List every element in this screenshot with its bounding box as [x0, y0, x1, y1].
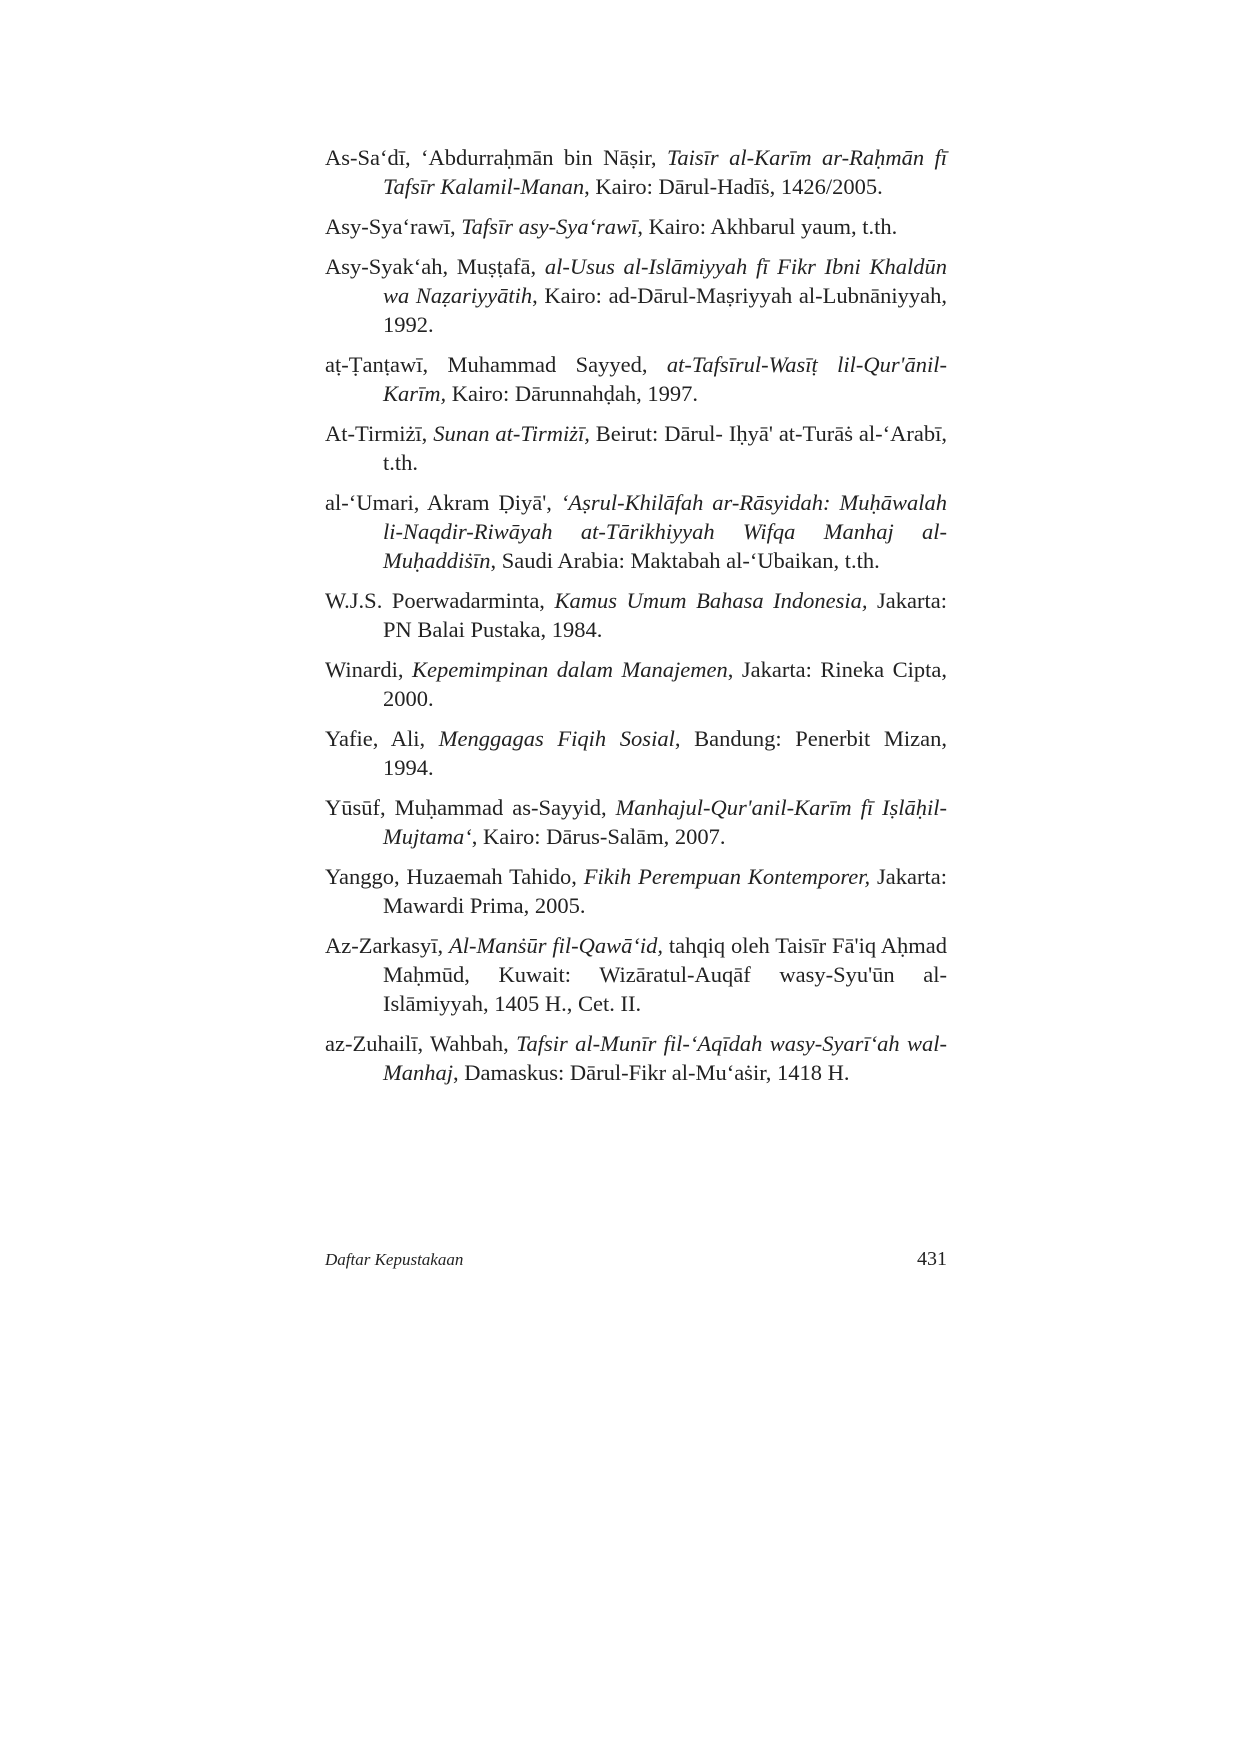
entry-author: Asy-Sya‘rawī,: [325, 214, 462, 239]
entry-publication: , Kairo: ad-Dārul-Maṣriyyah al-Lubnāniyyah, 1992.: [383, 283, 947, 337]
bibliography-entry: [325, 419, 947, 477]
entry-publication: , Bandung: Penerbit Mizan, 1994.: [383, 726, 947, 780]
entry-title: Tafsīr asy-Sya‘rawī: [461, 214, 638, 239]
entry-author: At-Tirmiżī,: [325, 421, 434, 446]
entry-publication: , Saudi Arabia: Maktabah al-‘Ubaikan, t.th.: [490, 548, 880, 573]
entry-publication: Jakarta: Mawardi Prima, 2005.: [383, 864, 947, 918]
entry-title: Kepemimpinan dalam Manajemen: [411, 657, 728, 682]
bibliography-entry: [325, 143, 947, 201]
entry-title: Sunan at-Tirmiżī,: [433, 421, 590, 446]
entry-title: al-Usus al-Islāmiyyah fī Fikr Ibni Khaldūn wa Naẓariyyātih: [383, 254, 947, 308]
entry-author: al-‘Umari, Akram Ḍiyā',: [325, 490, 561, 515]
entry-title: Al-Manṡūr fil-Qawā‘id,: [448, 933, 663, 958]
entry-title: Tafsir al-Munīr fil-‘Aqīdah wasy-Syarī‘ah wal-Manhaj: [383, 1031, 947, 1085]
entry-author: Az-Zarkasyī,: [325, 933, 449, 958]
entry-title: Menggagas Fiqih Sosial: [438, 726, 675, 751]
entry-author: Yafie, Ali,: [325, 726, 439, 751]
page-number: 431: [917, 1248, 947, 1270]
bibliography-entry: [325, 252, 947, 339]
bibliography-entry: [325, 488, 947, 575]
entry-author: Yanggo, Huzaemah Tahido,: [325, 864, 584, 889]
entry-publication: Beirut: Dārul- Iḥyā' at-Turāṡ al-‘Arabī, t.th.: [383, 421, 948, 475]
entry-publication: , Kairo: Akhbarul yaum, t.th.: [637, 214, 898, 239]
entry-publication: Kairo: Dārunnahḍah, 1997.: [446, 381, 698, 406]
entry-publication: , Kairo: Dārul-Hadīṡ, 1426/2005.: [584, 174, 883, 199]
entry-author: As-Sa‘dī, ‘Abdurraḥmān bin Nāṣir,: [325, 145, 667, 170]
bibliography-entry: [325, 212, 947, 241]
bibliography-entry: [325, 862, 947, 920]
bibliography-entry: [325, 931, 947, 1018]
running-footer-title: Daftar Kepustakaan: [325, 1250, 464, 1269]
entry-title: ‘Aṣrul-Khilāfah ar-Rāsyidah: Muḥāwalah li-Naqdir-Riwāyah at-Tārikhiyyah Wifqa Manhaj al-Muḥaddiṡīn: [383, 490, 947, 573]
bibliography-entry: [325, 350, 947, 408]
entry-author: aṭ-Ṭanṭawī, Muhammad Sayyed,: [325, 352, 667, 377]
page-footer: [325, 1248, 947, 1271]
entry-author: Winardi,: [325, 657, 412, 682]
entry-title: Kamus Umum Bahasa Indonesia,: [554, 588, 868, 613]
entry-author: Yūsūf, Muḥammad as-Sayyid,: [325, 795, 616, 820]
entry-title: at-Tafsīrul-Wasīṭ lil-Qur'ānil-Karīm,: [383, 352, 947, 406]
entry-publication: , Damaskus: Dārul-Fikr al-Mu‘aṡir, 1418 H.: [453, 1060, 850, 1085]
entry-title: Taisīr al-Karīm ar-Raḥmān fī Tafsīr Kalamil-Manan: [383, 145, 947, 199]
entry-publication: , Kairo: Dārus-Salām, 2007.: [471, 824, 726, 849]
bibliography-entry: [325, 655, 947, 713]
bibliography-entry: [325, 1029, 947, 1087]
entry-author: W.J.S. Poerwadarminta,: [325, 588, 555, 613]
entry-author: Asy-Syak‘ah, Muṣṭafā,: [325, 254, 545, 279]
bibliography-list: [325, 143, 947, 1098]
entry-publication: Jakarta: PN Balai Pustaka, 1984.: [383, 588, 948, 642]
entry-publication: tahqiq oleh Taisīr Fā'iq Aḥmad Maḥmūd, Kuwait: Wizāratul-Auqāf wasy-Syu'ūn al-Islāmiyyah, 1405 H., Cet. II.: [383, 933, 947, 1016]
bibliography-entry: [325, 724, 947, 782]
bibliography-entry: [325, 793, 947, 851]
entry-title: Manhajul-Qur'anil-Karīm fī Iṣlāḥil-Mujtama‘: [383, 795, 948, 849]
entry-title: Fikih Perempuan Kontemporer,: [583, 864, 871, 889]
entry-publication: , Jakarta: Rineka Cipta, 2000.: [383, 657, 947, 711]
entry-author: az-Zuhailī, Wahbah,: [325, 1031, 517, 1056]
bibliography-entry: [325, 586, 947, 644]
